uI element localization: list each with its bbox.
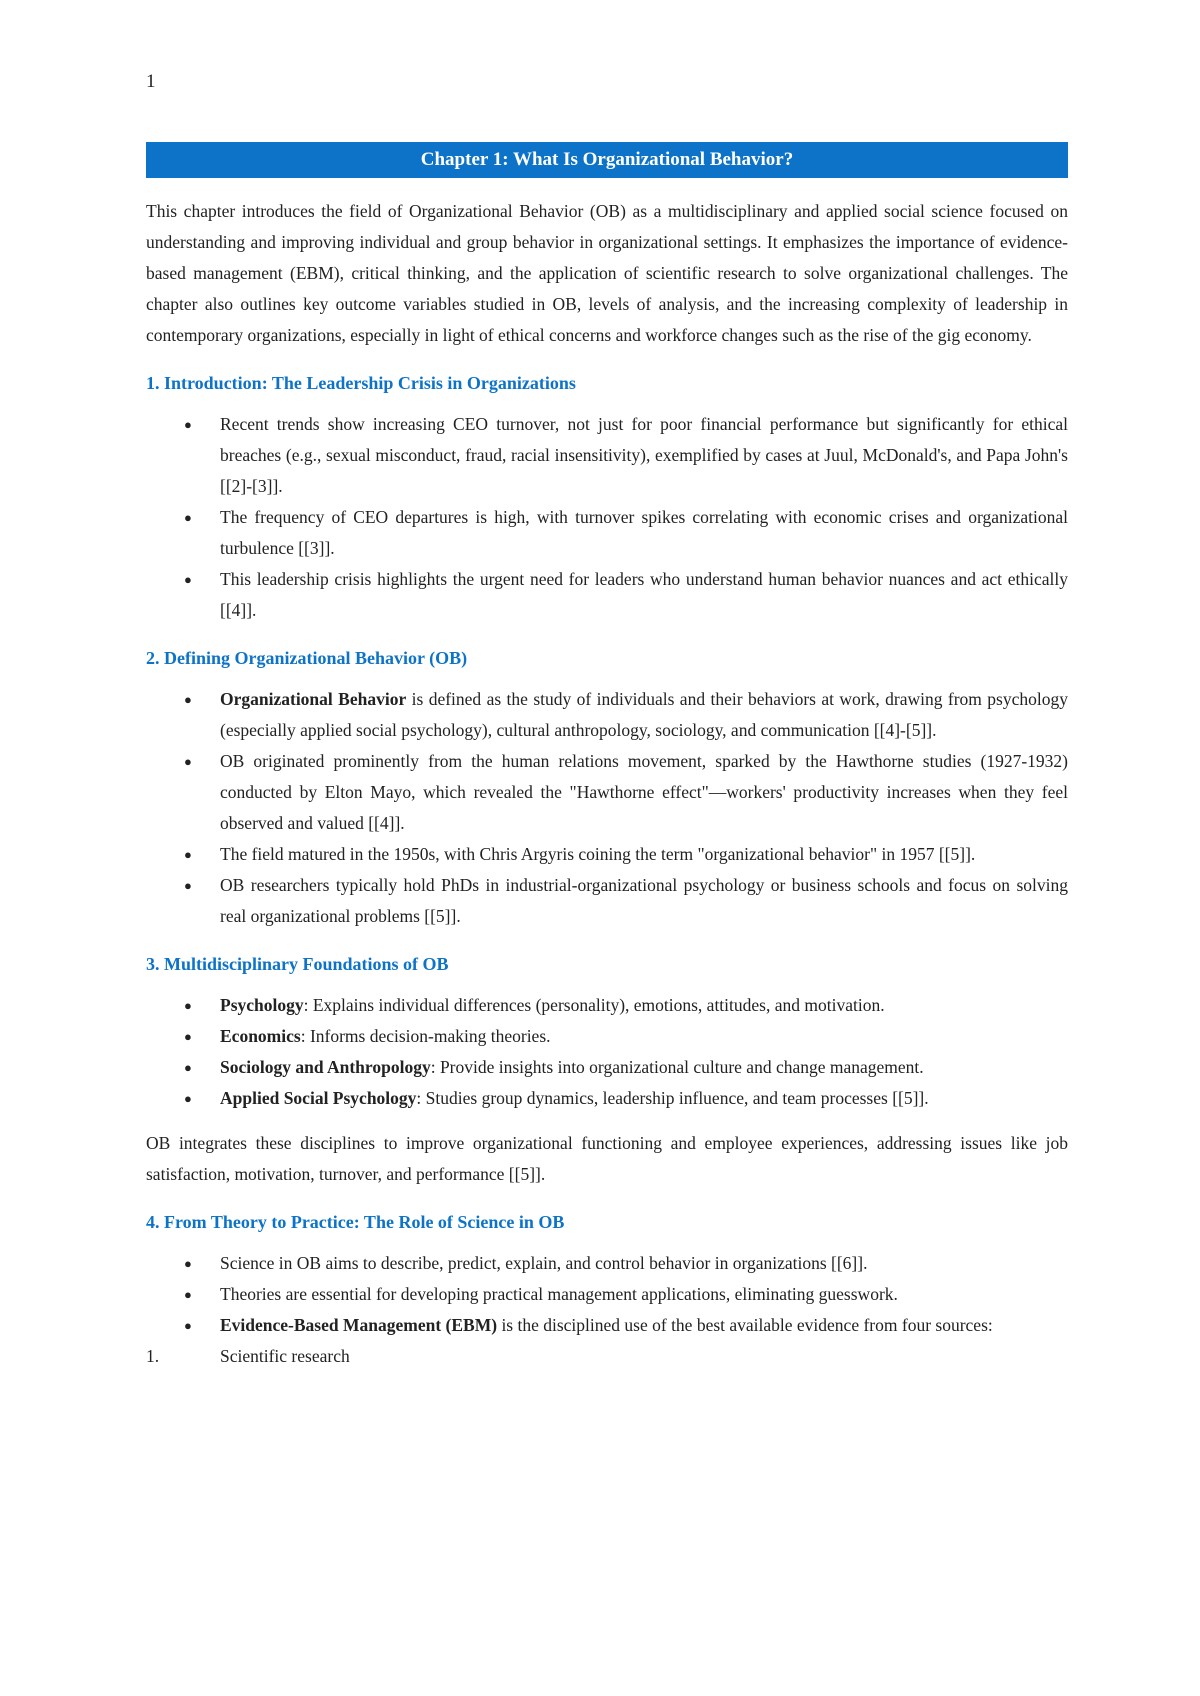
list-item: ● This leadership crisis highlights the urgent need for leaders who understand human behavior nuances and act ethically [[4]]. — [146, 564, 1068, 626]
bullet-icon: ● — [184, 1256, 192, 1271]
section-4-numbered-list — [146, 1341, 1068, 1372]
document-page — [146, 70, 1068, 1372]
bold-term: Economics — [220, 1026, 301, 1046]
bullet-icon: ● — [184, 998, 192, 1013]
section-heading-4: 4. From Theory to Practice: The Role of Science in OB — [146, 1212, 565, 1232]
section-4-bullets — [146, 1248, 1068, 1341]
list-item: ● Theories are essential for developing practical management applications, eliminating guesswork. — [146, 1279, 1068, 1310]
chapter-title-banner: Chapter 1: What Is Organizational Behavior? — [146, 142, 1068, 178]
bold-term: Evidence-Based Management (EBM) — [220, 1315, 498, 1335]
bullet-icon: ● — [184, 572, 192, 587]
bullet-icon: ● — [184, 1091, 192, 1106]
section-3-bullets — [146, 990, 1068, 1114]
bold-term: Applied Social Psychology — [220, 1088, 417, 1108]
item-number: 1. — [146, 1346, 160, 1366]
bullet-icon: ● — [184, 510, 192, 525]
section-heading-3: 3. Multidisciplinary Foundations of OB — [146, 954, 449, 974]
list-item: ● The field matured in the 1950s, with Chris Argyris coining the term "organizational behavior" in 1957 [[5]]. — [146, 839, 1068, 870]
intro-paragraph: This chapter introduces the field of Organizational Behavior (OB) as a multidisciplinary and applied social science focused on understanding and improving individual and group behavior in organizational settings. It emphasizes the importance of evidence-based management (EBM), critical thinking, and the application of scientific research to solve organizational challenges. The chapter also outlines key outcome variables studied in OB, levels of analysis, and the increasing complexity of leadership in contemporary organizations, especially in light of ethical concerns and workforce changes such as the rise of the gig economy. — [146, 201, 1068, 345]
section-heading-2: 2. Defining Organizational Behavior (OB) — [146, 648, 468, 668]
bold-term: Sociology and Anthropology — [220, 1057, 431, 1077]
bullet-icon: ● — [184, 1029, 192, 1044]
bullet-icon: ● — [184, 878, 192, 893]
bullet-icon: ● — [184, 417, 192, 432]
bullet-icon: ● — [184, 847, 192, 862]
bold-term: Psychology — [220, 995, 304, 1015]
list-item: ● Sociology and Anthropology: Provide insights into organizational culture and change management. — [146, 1052, 1068, 1083]
list-item: ● Organizational Behavior is defined as the study of individuals and their behaviors at work, drawing from psychology (especially applied social psychology), cultural anthropology, sociology, and communication [[4]-[5]]. — [146, 684, 1068, 746]
list-item: ● OB researchers typically hold PhDs in industrial-organizational psychology or business schools and focus on solving real organizational problems [[5]]. — [146, 870, 1068, 932]
list-item: ● Science in OB aims to describe, predict, explain, and control behavior in organizations [[6]]. — [146, 1248, 1068, 1279]
list-item: ● Recent trends show increasing CEO turnover, not just for poor financial performance but significantly for ethical breaches (e.g., sexual misconduct, fraud, racial insensitivity), exemplified by cases at Juul, McDonald's, and Papa John's [[2]-[3]]. — [146, 409, 1068, 502]
section-2-bullets — [146, 684, 1068, 932]
page-number: 1 — [146, 71, 156, 92]
section-3-summary: OB integrates these disciplines to improve organizational functioning and employee experiences, addressing issues like job satisfaction, motivation, turnover, and performance [[5]]. — [146, 1133, 1068, 1184]
bullet-icon: ● — [184, 1318, 192, 1333]
section-1-bullets — [146, 409, 1068, 626]
numbered-item: 1. Scientific research — [146, 1341, 1068, 1372]
bold-term: Organizational Behavior — [220, 689, 407, 709]
list-item: ● The frequency of CEO departures is high, with turnover spikes correlating with economic crises and organizational turbulence [[3]]. — [146, 502, 1068, 564]
bullet-icon: ● — [184, 692, 192, 707]
list-item: ● Applied Social Psychology: Studies group dynamics, leadership influence, and team processes [[5]]. — [146, 1083, 1068, 1114]
list-item: ● Evidence-Based Management (EBM) is the disciplined use of the best available evidence from four sources: — [146, 1310, 1068, 1341]
list-item: ● Economics: Informs decision-making theories. — [146, 1021, 1068, 1052]
bullet-icon: ● — [184, 754, 192, 769]
section-heading-1: 1. Introduction: The Leadership Crisis in Organizations — [146, 373, 576, 393]
bullet-icon: ● — [184, 1287, 192, 1302]
bullet-icon: ● — [184, 1060, 192, 1075]
list-item: ● Psychology: Explains individual differences (personality), emotions, attitudes, and motivation. — [146, 990, 1068, 1021]
list-item: ● OB originated prominently from the human relations movement, sparked by the Hawthorne studies (1927-1932) conducted by Elton Mayo, which revealed the "Hawthorne effect"—workers' productivity increases when they feel observed and valued [[4]]. — [146, 746, 1068, 839]
